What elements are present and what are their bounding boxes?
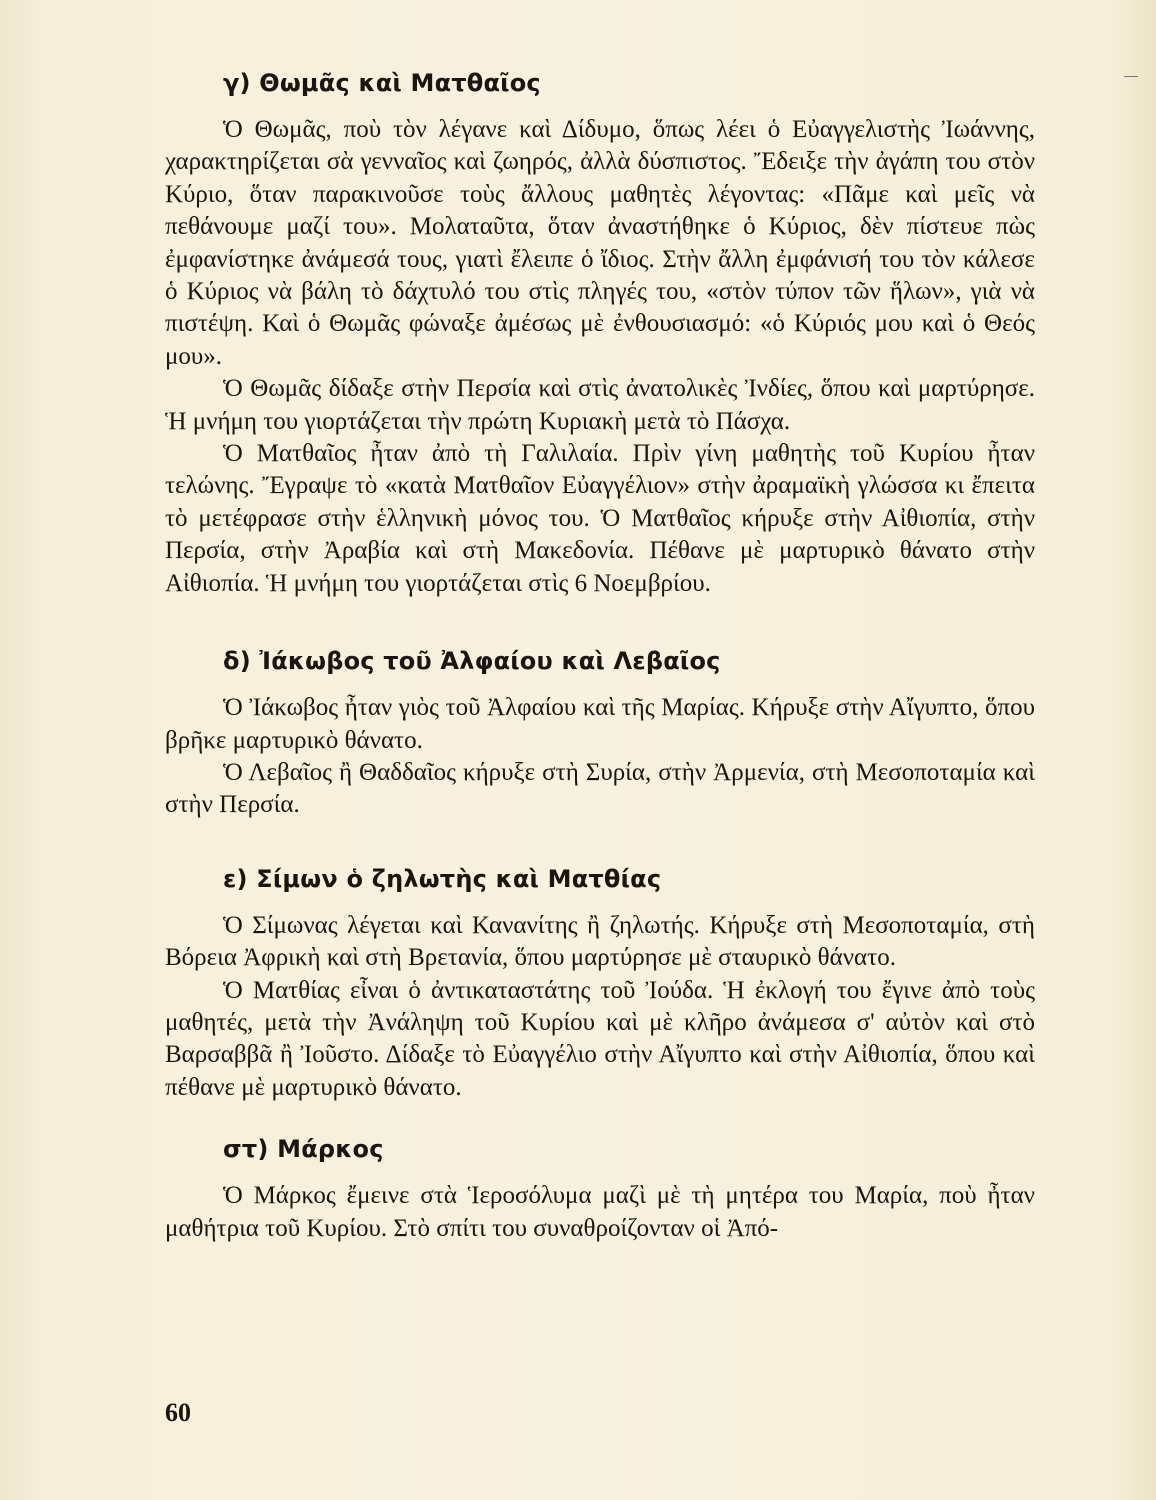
paragraph: Ὁ Θωμᾶς, ποὺ τὸν λέγανε καὶ Δίδυμο, ὅπως λέει ὁ Εὐαγγελιστὴς Ἰωάννης, χαρακτηρίζεται σὰ γενναῖος καὶ ζωηρός, ἀλλὰ δύσπιστος. Ἔδειξε τὴν ἀγάπη του στὸν Κύριο, ὅταν παρακινοῦσε τοὺς ἄλλους μαθητὲς λέγοντας: «Πᾶμε καὶ μεῖς νὰ πεθάνουμε μαζί του». Μολαταῦτα, ὅταν ἀναστήθηκε ὁ Κύριος, δὲν πίστευε πὼς ἐμφανίστηκε ἀνάμεσά τους, γιατὶ ἔλειπε ὁ ἴδιος. Στὴν ἄλλη ἐμφάνισή του τὸν κάλεσε ὁ Κύριος νὰ βάλη τὸ δάχτυλό του στὶς πληγές του, «στὸν τύπον τῶν ἥλων», γιὰ νὰ πιστέψη. Καὶ ὁ Θωμᾶς φώναξε ἀμέσως μὲ ἐνθουσιασμό: «ὁ Κύριός μου καὶ ὁ Θεός μου». <box>165 116 1035 370</box>
paragraph: Ὁ Μάρκος ἔμεινε στὰ Ἱεροσόλυμα μαζὶ μὲ τὴ μητέρα του Μαρία, ποὺ ἦταν μαθήτρια τοῦ Κυρίου. Στὸ σπίτι του συναθροίζονταν οἱ Ἀπό- <box>165 1182 1035 1242</box>
paragraph: Ὁ Λεβαῖος ἢ Θαδδαῖος κήρυξε στὴ Συρία, στὴν Ἀρμενία, στὴ Μεσοποταμία καὶ στὴν Περσία. <box>165 758 1035 819</box>
margin-mark <box>1124 76 1138 77</box>
section-james-lebbaeus <box>165 644 1035 822</box>
text-column <box>165 66 1035 1245</box>
paragraph: Ὁ Ματθαῖος ἦταν ἀπὸ τὴ Γαλιλαία. Πρὶν γίνη μαθητὴς τοῦ Κυρίου ἦταν τελώνης. Ἔγραψε τὸ «κατὰ Ματθαῖον Εὐαγγέλιον» στὴν ἀραμαϊκὴ γλώσσα κι ἔπειτα τὸ μετέφρασε στὴν ἑλληνικὴ μόνος του. Ὁ Ματθαῖος κήρυξε στὴν Αἰθιοπία, στὴν Περσία, στὴν Ἀραβία καὶ στὴ Μακεδονία. Πέθανε μὲ μαρτυρικὸ θάνατο στὴν Αἰθιοπία. Ἡ μνήμη του γιορτάζεται στὶς 6 Νοεμβρίου. <box>165 440 1035 597</box>
section-heading: δ) Ἰάκωβος τοῦ Ἀλφαίου καὶ Λεβαῖος <box>223 647 721 676</box>
paragraph: Ὁ Ματθίας εἶναι ὁ ἀντικαταστάτης τοῦ Ἰούδα. Ἡ ἐκλογή του ἔγινε ἀπὸ τοὺς μαθητές, μετὰ τὴν Ἀνάληψη τοῦ Κυρίου καὶ μὲ κλῆρο ἀνάμεσα σ' αὐτὸν καὶ στὸ Βαρσαββᾶ ἢ Ἰοῦστο. Δίδαξε τὸ Εὐαγγέλιο στὴν Αἴγυπτο καὶ στὴν Αἰθιοπία, ὅπου καὶ πέθανε μὲ μαρτυρικὸ θάνατο. <box>165 976 1035 1101</box>
paragraph: Ὁ Θωμᾶς δίδαξε στὴν Περσία καὶ στὶς ἀνατολικὲς Ἰνδίες, ὅπου καὶ μαρτύρησε. Ἡ μνήμη του γιορτάζεται τὴν πρώτη Κυριακὴ μετὰ τὸ Πάσχα. <box>165 375 1035 435</box>
section-thomas-matthew <box>165 66 1035 600</box>
paragraph: Ὁ Σίμωνας λέγεται καὶ Κανανίτης ἢ ζηλωτής. Κήρυξε στὴ Μεσοποταμία, στὴ Βόρεια Ἀφρικὴ καὶ στὴ Βρετανία, ὅπου μαρτύρησε μὲ σταυρικὸ θάνατο. <box>165 911 1035 972</box>
section-heading: στ) Μάρκος <box>223 1135 384 1164</box>
section-heading: γ) Θωμᾶς καὶ Ματθαῖος <box>223 69 541 97</box>
section-mark <box>165 1132 1035 1245</box>
paragraph: Ὁ Ἰάκωβος ἦταν γιὸς τοῦ Ἀλφαίου καὶ τῆς Μαρίας. Κήρυξε στὴν Αἴγυπτο, ὅπου βρῆκε μαρτυρικὸ θάνατο. <box>165 694 1035 754</box>
page-number: 60 <box>165 1398 191 1427</box>
section-simon-matthias <box>165 862 1035 1104</box>
section-heading: ε) Σίμων ὁ ζηλωτὴς καὶ Ματθίας <box>223 864 662 893</box>
